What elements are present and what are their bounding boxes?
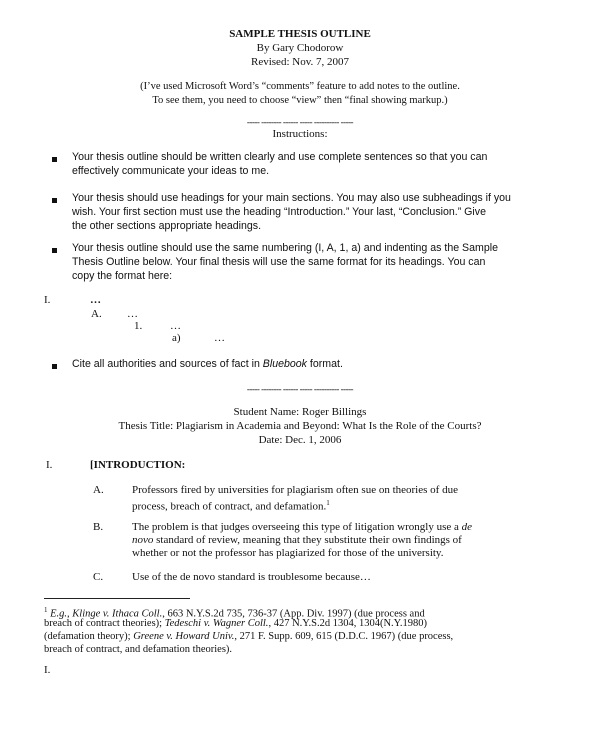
bullet-1-line-1: Your thesis outline should be written clearly and use complete sentences so that you can <box>72 151 488 163</box>
outline-section-number: I. <box>46 459 53 471</box>
outline-item-c-label: C. <box>93 571 104 583</box>
format-level-4-text: … <box>214 332 225 344</box>
footnote-line-3: (defamation theory); Greene v. Howard Univ., 271 F. Supp. 609, 615 (D.D.C. 1967) (due process, <box>44 631 454 642</box>
bullet-3-line-1: Your thesis outline should use the same numbering (I, A, 1, a) and indenting as the Sample <box>72 242 498 254</box>
footnote-line-1: $^1$ E.g., Klinge v. Ithaca Coll., 663 N.Y.S.2d 735, 736-37 (App. Div. 1997) (due process and <box>44 606 425 620</box>
bullet-3-line-3: copy the format here: <box>72 270 173 282</box>
outline-item-a-line-1: Professors fired by universities for plagiarism often sue on theories of due <box>132 484 458 496</box>
format-level-2-number: A. <box>91 308 102 320</box>
format-level-1-number: I. <box>44 294 51 306</box>
outline-item-b-line-3: whether or not the professor has plagiarized for those of the university. <box>132 547 444 559</box>
footnote-separator <box>44 598 190 599</box>
divider-bottom: ----- -------- ------ ----- ---------- ----- <box>246 384 354 394</box>
bullet-2-line-2: wish. Your first section must use the heading “Introduction.” Your last, “Conclusion.” Give <box>72 206 486 218</box>
outline-item-c-line-1: Use of the de novo standard is troublesome because… <box>132 571 371 583</box>
outline-section-title: [INTRODUCTION: <box>90 459 186 471</box>
format-level-2-text: … <box>127 308 138 320</box>
bottom-section-number: I. <box>44 664 51 676</box>
bullet-2-line-3: the other sections appropriate headings. <box>72 220 262 232</box>
outline-item-b-label: B. <box>93 521 104 533</box>
note-line-1: (I’ve used Microsoft Word’s “comments” feature to add notes to the outline. <box>140 81 460 92</box>
author-line: By Gary Chodorow <box>256 42 344 54</box>
date-line: Date: Dec. 1, 2006 <box>258 434 342 446</box>
bullet-square-icon <box>52 157 57 162</box>
instructions-heading: Instructions: <box>272 128 328 140</box>
divider-top: ----- -------- ------ ----- ---------- ----- <box>246 117 354 127</box>
outline-item-b-line-1: The problem is that judges overseeing this type of litigation wrongly use a de <box>132 521 473 533</box>
format-level-3-text: … <box>170 320 181 332</box>
bullet-1-line-2: effectively communicate your ideas to me. <box>72 165 270 177</box>
note-line-2: To see them, you need to choose “view” then “final showing markup.) <box>152 95 448 106</box>
footnote-line-2: breach of contract theories); Tedeschi v. Wagner Coll., 427 N.Y.S.2d 1304, 1304(N.Y.1980) <box>44 618 428 629</box>
bullet-square-icon <box>52 364 57 369</box>
format-level-1-text: … <box>90 294 101 306</box>
outline-item-a-line-2: process, breach of contract, and defamation.$^1$ <box>132 499 330 513</box>
outline-item-a-label: A. <box>93 484 104 496</box>
document-title: SAMPLE THESIS OUTLINE <box>229 28 371 40</box>
bullet-3-line-2: Thesis Outline below. Your final thesis will use the same format for its headings. You can <box>72 256 486 268</box>
bullet-square-icon <box>52 198 57 203</box>
cite-bullet-text: Cite all authorities and sources of fact in Bluebook format. <box>72 358 343 370</box>
outline-item-b-line-2: novo standard of review, meaning that they substitute their own findings of <box>132 534 462 546</box>
bullet-2-line-1: Your thesis should use headings for your main sections. You may also use subheadings if you <box>72 192 511 204</box>
footnote-line-4: breach of contract, and defamation theories). <box>44 644 233 655</box>
bullet-square-icon <box>52 248 57 253</box>
student-name-line: Student Name: Roger Billings <box>233 406 367 418</box>
revised-line: Revised: Nov. 7, 2007 <box>251 56 349 68</box>
format-level-3-number: 1. <box>134 320 143 332</box>
thesis-title-line: Thesis Title: Plagiarism in Academia and Beyond: What Is the Role of the Courts? <box>118 420 482 432</box>
format-level-4-number: a) <box>172 332 181 344</box>
